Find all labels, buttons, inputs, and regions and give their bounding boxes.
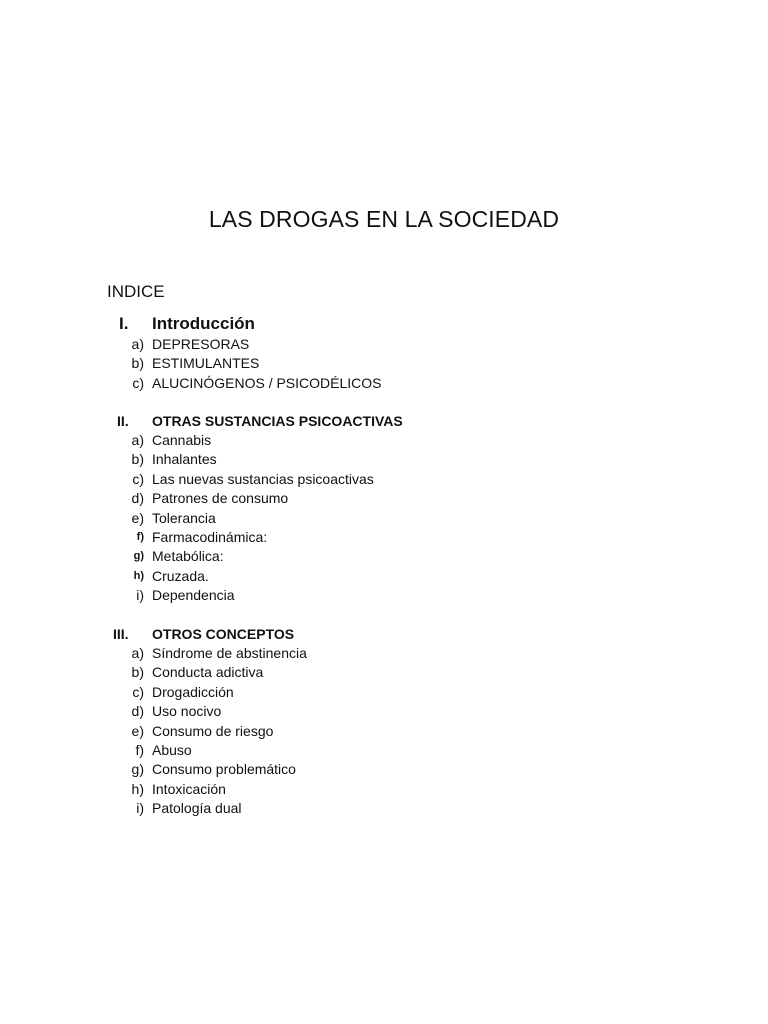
entry-letter: e) <box>131 509 144 526</box>
index-entry <box>0 374 768 393</box>
entry-letter: a) <box>131 432 144 448</box>
index-section-3 <box>0 624 768 819</box>
entry-letter: d) <box>131 490 144 507</box>
index-entry <box>0 509 768 528</box>
section-numeral: I. <box>119 314 129 333</box>
entry-text: Uso nocivo <box>152 703 222 720</box>
entry-letter: i) <box>136 800 144 817</box>
entry-letter: c) <box>132 374 144 391</box>
index-entry <box>0 799 768 818</box>
section-title: OTROS CONCEPTOS <box>152 626 295 642</box>
section-header <box>0 313 768 335</box>
entry-letter: a) <box>131 645 144 661</box>
entry-letter: g) <box>133 550 144 563</box>
entry-letter: f) <box>136 530 144 543</box>
section-items <box>0 431 768 606</box>
entry-text: Metabólica: <box>152 548 224 565</box>
entry-text: Cannabis <box>152 432 212 448</box>
entry-letter: g) <box>131 761 144 778</box>
section-items <box>0 644 768 819</box>
entry-letter: d) <box>131 703 144 720</box>
index-entry <box>0 683 768 702</box>
index-entry <box>0 760 768 779</box>
index-entry <box>0 470 768 489</box>
entry-letter: e) <box>131 722 144 739</box>
entry-letter: b) <box>131 355 144 372</box>
entry-text: Patología dual <box>152 800 242 817</box>
index-section-2 <box>0 411 768 606</box>
entry-text: ESTIMULANTES <box>152 355 260 372</box>
entry-text: Dependencia <box>152 587 235 604</box>
entry-text: Drogadicción <box>152 683 234 700</box>
section-header <box>0 411 768 431</box>
entry-text: Consumo problemático <box>152 761 296 778</box>
index-entry <box>0 354 768 373</box>
entry-text: Conducta adictiva <box>152 664 264 681</box>
section-numeral: II. <box>117 413 129 429</box>
entry-text: Patrones de consumo <box>152 490 289 507</box>
entry-text: Intoxicación <box>152 780 226 797</box>
index-entry <box>0 547 768 566</box>
index-entry <box>0 489 768 508</box>
entry-text: DEPRESORAS <box>152 336 250 352</box>
entry-letter: i) <box>136 587 144 604</box>
entry-letter: h) <box>131 780 144 797</box>
entry-letter: c) <box>132 683 144 700</box>
index-entry <box>0 644 768 663</box>
entry-text: Síndrome de abstinencia <box>152 645 307 661</box>
entry-letter: h) <box>133 569 144 582</box>
section-header <box>0 624 768 644</box>
entry-text: Inhalantes <box>152 451 217 468</box>
entry-letter: f) <box>135 741 144 758</box>
index-entry <box>0 722 768 741</box>
entry-text: Cruzada. <box>152 567 209 584</box>
section-title: OTRAS SUSTANCIAS PSICOACTIVAS <box>152 413 403 429</box>
index-entry <box>0 567 768 586</box>
entry-text: Farmacodinámica: <box>152 528 268 545</box>
index-entry <box>0 741 768 760</box>
index-heading: INDICE <box>107 282 165 301</box>
entry-text: Consumo de riesgo <box>152 722 274 739</box>
section-numeral: III. <box>113 626 129 642</box>
entry-text: Abuso <box>152 741 192 758</box>
section-title: Introducción <box>152 314 255 333</box>
index-section-1 <box>0 313 768 393</box>
index-entry <box>0 702 768 721</box>
section-items <box>0 335 768 393</box>
entry-letter: b) <box>131 664 144 681</box>
index-entry <box>0 450 768 469</box>
index-entry <box>0 663 768 682</box>
index-entry <box>0 335 768 354</box>
index-entry <box>0 431 768 450</box>
entry-letter: c) <box>132 470 144 487</box>
index-entry <box>0 780 768 799</box>
entry-text: Tolerancia <box>152 509 216 526</box>
index-entry <box>0 586 768 605</box>
document-title: LAS DROGAS EN LA SOCIEDAD <box>208 206 560 232</box>
entry-text: Las nuevas sustancias psicoactivas <box>152 470 374 487</box>
entry-letter: a) <box>131 336 144 352</box>
index-entry <box>0 528 768 547</box>
entry-text: ALUCINÓGENOS / PSICODÉLICOS <box>152 374 382 391</box>
entry-letter: b) <box>131 451 144 468</box>
